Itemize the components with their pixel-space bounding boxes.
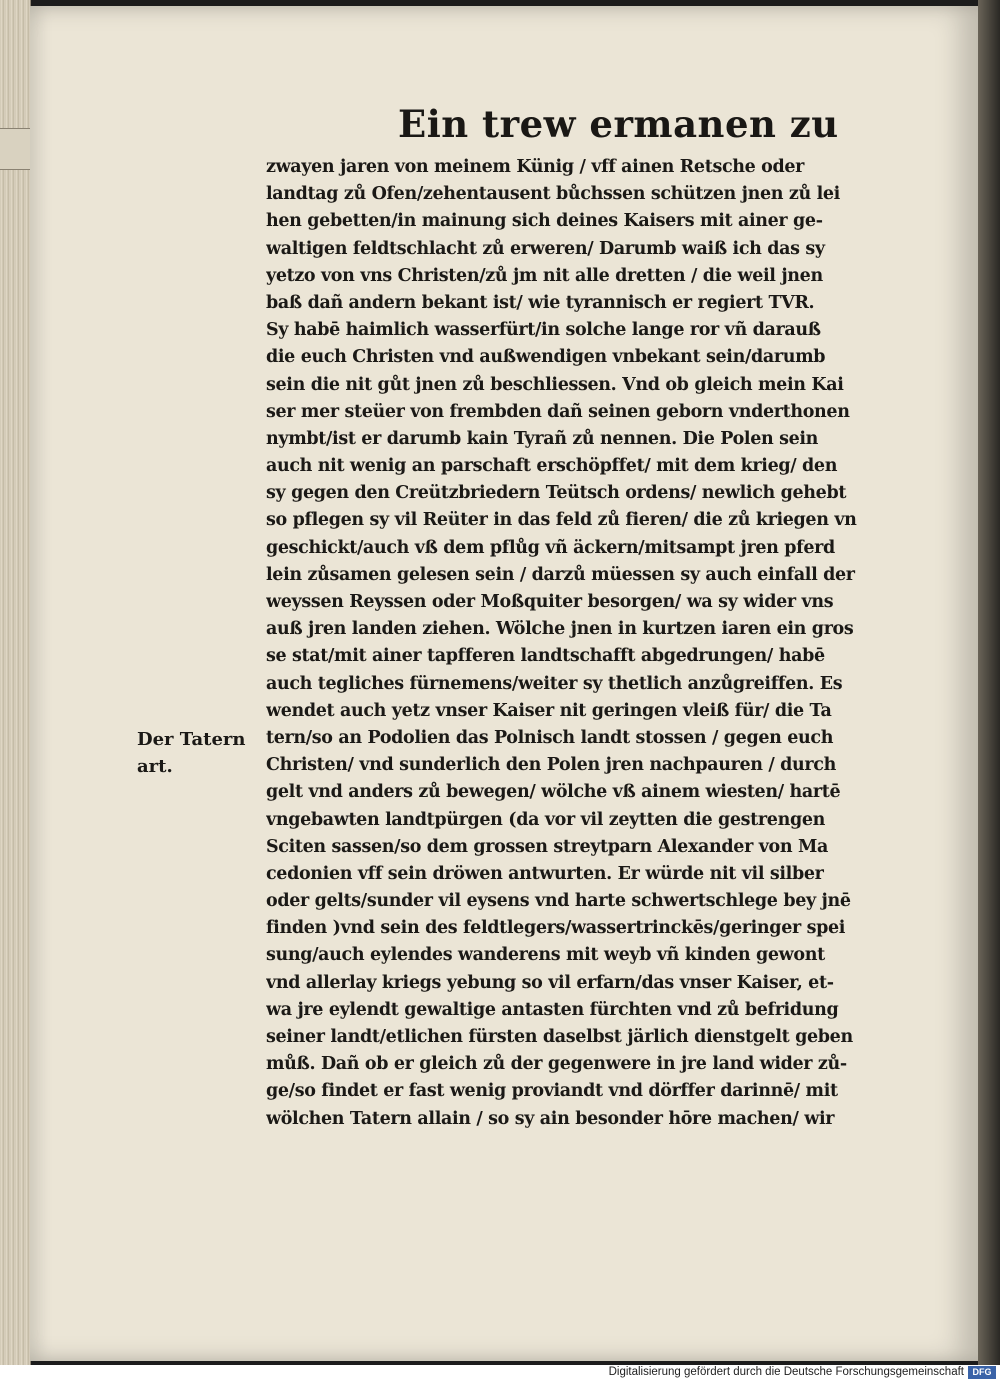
text-line: cedonien vff sein dröwen antwurten. Er würde nit vil silber (266, 863, 824, 884)
text-line: ser mer steüer von frembden dañ seinen geborn vnderthonen (266, 401, 850, 422)
marginal-note (137, 726, 262, 780)
text-line: lein zůsamen gelesen sein / darzů müessen sy auch einfall der (266, 564, 855, 585)
footer-credit: Digitalisierung gefördert durch die Deutsche Forschungsgemeinschaft (608, 1366, 964, 1378)
text-line: wa jre eylendt gewaltige antasten fürchten vnd zů befridung (266, 999, 839, 1020)
text-line: sein die nit gůt jnen zů beschliessen. Vnd ob gleich mein Kai (266, 374, 844, 395)
text-line: sung/auch eylendes wanderens mit weyb vñ kinden gewont (266, 945, 825, 966)
footer-bar (0, 1365, 1000, 1381)
text-line: die euch Christen vnd außwendigen vnbekant sein/darumb (266, 347, 826, 368)
text-line: ge/so findet er fast wenig proviandt vnd dörffer darinnē/ mit (266, 1081, 838, 1102)
text-line: auß jren landen ziehen. Wölche jnen in kurtzen iaren ein gros (266, 619, 854, 640)
text-line: Christen/ vnd sunderlich den Polen jren nachpauren / durch (266, 755, 836, 776)
gutter-shadow (978, 0, 1000, 1365)
text-line: můß. Dañ ob er gleich zů der gegenwere in jre land wider zů- (266, 1054, 847, 1075)
text-line: hen gebetten/in mainung sich deines Kaisers mit ainer ge- (266, 211, 823, 232)
text-line: auch tegliches fürnemens/weiter sy thetlich anzůgreiffen. Es (266, 673, 843, 694)
text-line: weyssen Reyssen oder Moßquiter besorgen/ wa sy wider vns (266, 592, 834, 612)
text-line: so pflegen sy vil Reüter in das feld zů fieren/ die zů kriegen vn (266, 510, 857, 531)
page-stack-edges (0, 0, 31, 1365)
text-line: waltigen feldtschlacht zů erweren/ Darumb waiß ich das sy (266, 238, 825, 259)
marginal-note-line: Der Tatern (137, 729, 246, 750)
text-line: sy gegen den Creützbriedern Teütsch ordens/ newlich gehebt (266, 483, 847, 504)
text-line: baß dañ andern bekant ist/ wie tyrannisch er regiert TVR. (266, 292, 815, 313)
text-line: vnd allerlay kriegs yebung so vil erfarn/das vnser Kaiser, et- (266, 972, 834, 993)
text-line: yetzo von vns Christen/zů jm nit alle dretten / die weil jnen (266, 265, 823, 286)
text-line: nymbt/ist er darumb kain Tyrañ zů nennen. Die Polen sein (266, 428, 819, 449)
text-line: seiner landt/etlichen fürsten daselbst järlich dienstgelt geben (266, 1027, 853, 1047)
text-line: oder gelts/sunder vil eysens vnd harte schwertschlege bey jnē (266, 891, 851, 912)
text-line: finden )vnd sein des feldtlegers/wassertrinckēs/geringer spei (266, 918, 846, 939)
text-line: geschickt/auch vß dem pflůg vñ äckern/mitsampt jren pferd (266, 537, 835, 558)
text-line: Sciten sassen/so dem grossen streytparn Alexander von Ma (266, 836, 828, 857)
text-line: tern/so an Podolien das Polnisch landt stossen / gegen euch (266, 727, 834, 748)
body-text (266, 154, 892, 1154)
text-line: wendet auch yetz vnser Kaiser nit geringen vleiß für/ die Ta (266, 700, 832, 721)
text-line: Sy habē haimlich wasserfürt/in solche lange ror vñ darauß (266, 320, 821, 341)
text-line: zwayen jaren von meinem Künig / vff ainen Retsche oder (266, 157, 805, 177)
running-head: Ein trew ermanen zu (398, 102, 839, 146)
text-line: se stat/mit ainer tapfferen landtschafft abgedrungen/ habē (266, 646, 825, 667)
text-line: vngebawten landtpürgen (da vor vil zeytten die gestrengen (266, 809, 825, 830)
marginal-note-line: art. (137, 756, 173, 778)
text-line: wölchen Tatern allain / so sy ain besonder hōre machen/ wir (266, 1108, 835, 1129)
text-line: gelt vnd anders zů bewegen/ wölche vß ainem wiesten/ hartē (266, 782, 841, 803)
dfg-logo-icon: DFG (968, 1366, 996, 1379)
text-line: landtag zů Ofen/zehentausent bůchssen schützen jnen zů lei (266, 184, 840, 205)
text-line: auch nit wenig an parschaft erschöpffet/ mit dem krieg/ den (266, 456, 838, 477)
